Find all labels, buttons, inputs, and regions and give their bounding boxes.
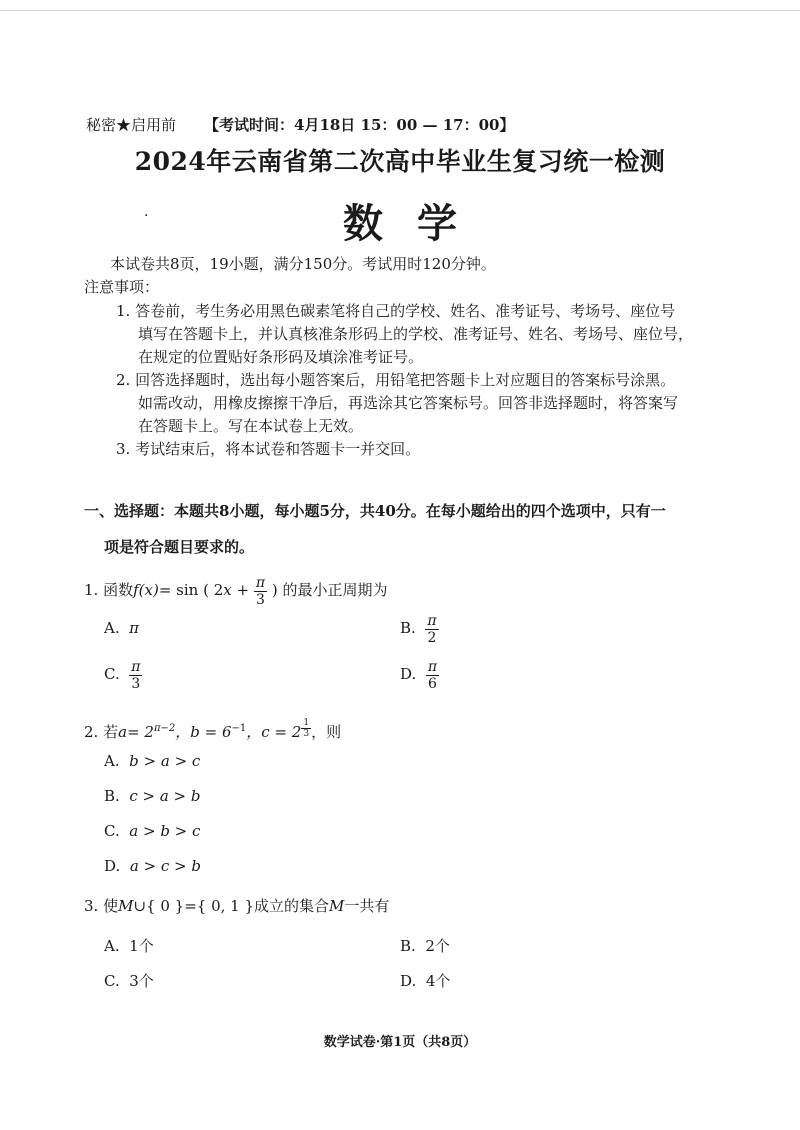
- math-plus: +: [236, 581, 250, 599]
- confidential-label: 秘密★启用前: [86, 116, 177, 134]
- option-c: C. a > b > c: [104, 822, 201, 840]
- question-2: 2. 若$a= 2^{\pi-2}$，$b = 6^{-1}$，c = 2 $^{\frac{1}{3}}$ ，则: [84, 718, 342, 741]
- question-text: 函数: [103, 581, 134, 599]
- section-heading-line-1: 一、选择题：本题共8小题，每小题5分，共40分。在每小题给出的四个选项中，只有一: [84, 502, 666, 520]
- math-x: x: [223, 581, 232, 599]
- question-text-tail: ) 的最小正周期为: [271, 581, 388, 599]
- stray-dot: ·: [144, 208, 149, 224]
- question-3: 3. 使M∪{ 0 }={ 0, 1 }成立的集合M一共有: [84, 897, 390, 915]
- notice-line-4: 2. 回答选择题时，选出每小题答案后，用铅笔把答题卡上对应题目的答案标号涂黑。: [116, 371, 676, 389]
- exam-title: 2024年云南省第二次高中毕业生复习统一检测: [134, 147, 666, 176]
- question-number: 1.: [84, 581, 99, 599]
- page-footer: 数学试卷·第1页（共8页）: [323, 1035, 477, 1050]
- option-a: A. π: [104, 619, 140, 637]
- notice-line-2: 填写在答题卡上，并认真核准条形码上的学校、准考证号、姓名、考场号、座位号，: [138, 325, 694, 343]
- subject-title: 数学: [343, 200, 491, 247]
- option-c: C. $\frac{\pi}{3}$: [104, 658, 141, 692]
- option-a: A. 1个: [104, 937, 154, 955]
- notice-title: 注意事项：: [84, 278, 160, 296]
- option-b: B. c > a > b: [104, 787, 201, 805]
- math-a: a: [118, 723, 128, 741]
- option-b: B. $\frac{\pi}{2}$: [400, 612, 437, 646]
- notice-line-6: 在答题卡上。写在本试卷上无效。: [138, 417, 364, 435]
- exam-time: 【考试时间：4月18日 15：00 — 17：00】: [204, 116, 515, 134]
- notice-line-5: 如需改动，用橡皮擦擦干净后，再选涂其它答案标号。回答非选择题时，将答案写: [138, 394, 679, 412]
- question-number: 2.: [84, 723, 99, 741]
- math-fx: f(x): [133, 581, 159, 599]
- question-text: 若: [103, 723, 119, 741]
- math-expr: = sin ( 2: [158, 581, 224, 599]
- notice-line-3: 在规定的位置贴好条形码及填涂准考证号。: [138, 348, 424, 366]
- fraction-pi-over-3: $\frac{\pi}{3}$: [255, 574, 266, 608]
- section-heading-line-2: 项是符合题目要求的。: [104, 538, 255, 556]
- notice-line-7: 3. 考试结束后，将本试卷和答题卡一并交回。: [116, 440, 421, 458]
- intro-text: 本试卷共8页，19小题，满分150分。考试用时120分钟。: [110, 255, 496, 273]
- option-d: D. $\frac{\pi}{6}$: [400, 658, 438, 692]
- top-border-line: [0, 10, 800, 11]
- notice-line-1: 1. 答卷前，考生务必用黑色碳素笔将自己的学校、姓名、准考证号、考场号、座位号: [116, 302, 676, 320]
- question-1: [84, 572, 387, 608]
- option-a: A. b > a > c: [104, 752, 201, 770]
- question-number: 3.: [84, 897, 99, 915]
- option-c: C. 3个: [104, 972, 154, 990]
- option-d: D. 4个: [400, 972, 451, 990]
- option-b: B. 2个: [400, 937, 450, 955]
- option-d: D. a > c > b: [104, 857, 201, 875]
